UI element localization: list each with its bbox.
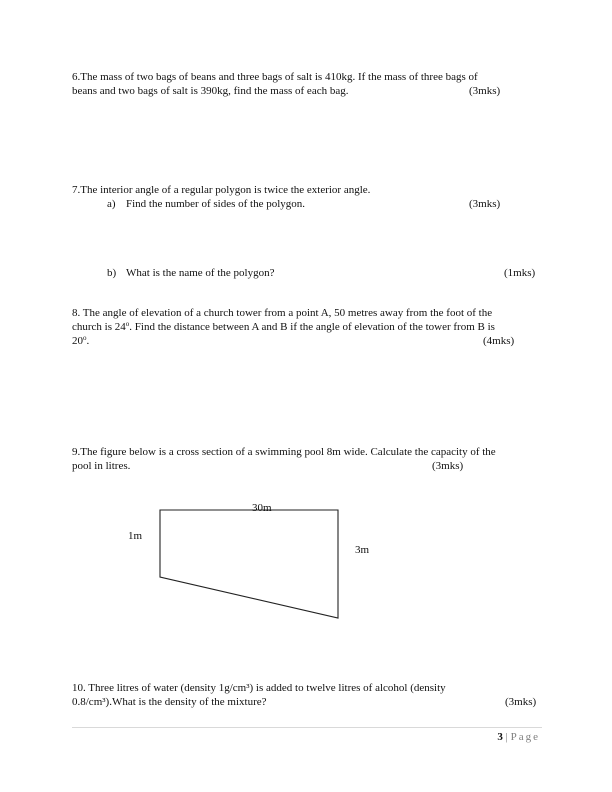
question-7a-marks: (3mks) [469,198,501,210]
q8-text: . [86,335,90,347]
pool-trapezoid-shape [160,510,338,618]
footer-separator: | [505,731,508,743]
question-6-line-1: 6.The mass of two bags of beans and three bags of salt is 410kg. If the mass of three bags of [72,71,478,83]
question-7-stem-text: 7.The interior angle of a regular polygon is twice the exterior angle. [72,184,371,196]
degree-symbol: o [125,320,130,328]
question-10-line-2: 0.8/cm³).What is the density of the mixture? [72,696,267,708]
question-6-line-2: beans and two bags of salt is 390kg, find the mass of each bag. [72,85,349,97]
page-footer [497,730,540,744]
q8-text: church is 24 [72,321,126,333]
question-9-line-1: 9.The figure below is a cross section of a swimming pool 8m wide. Calculate the capacity of the [72,446,496,458]
question-8-line-3 [72,334,542,348]
question-8-marks: (4mks) [483,335,515,347]
pool-length-label: 30m [252,502,272,514]
question-8 [72,306,542,348]
question-7a-label: a) [107,198,116,210]
pool-shallow-depth-label: 1m [128,530,143,542]
question-7-stem [72,183,542,197]
pool-deep-depth-label: 3m [355,544,370,556]
question-9 [72,445,542,473]
question-9-marks: (3mks) [432,460,464,472]
question-8-line-2 [72,320,542,334]
q8-text: . Find the distance between A and B if the angle of elevation of the tower from B is [129,321,495,333]
question-7b-text: What is the name of the polygon? [126,267,275,279]
question-6-marks: (3mks) [469,85,501,97]
page-word: Page [510,731,540,743]
question-10-marks: (3mks) [505,696,537,708]
question-10 [72,681,542,709]
degree-symbol: o [83,334,87,342]
question-10-line-1: 10. Three litres of water (density 1g/cm³) is added to twelve litres of alcohol (density [72,682,446,694]
footer-divider [72,727,542,728]
page-number: 3 [497,731,503,743]
question-8-line-1: 8. The angle of elevation of a church tower from a point A, 50 metres away from the foot of the [72,307,493,319]
question-7b-label: b) [107,267,117,279]
question-7b-marks: (1mks) [504,267,536,279]
q8-text: 20 [72,335,83,347]
question-9-line-2: pool in litres. [72,460,131,472]
question-7a-text: Find the number of sides of the polygon. [126,198,306,210]
